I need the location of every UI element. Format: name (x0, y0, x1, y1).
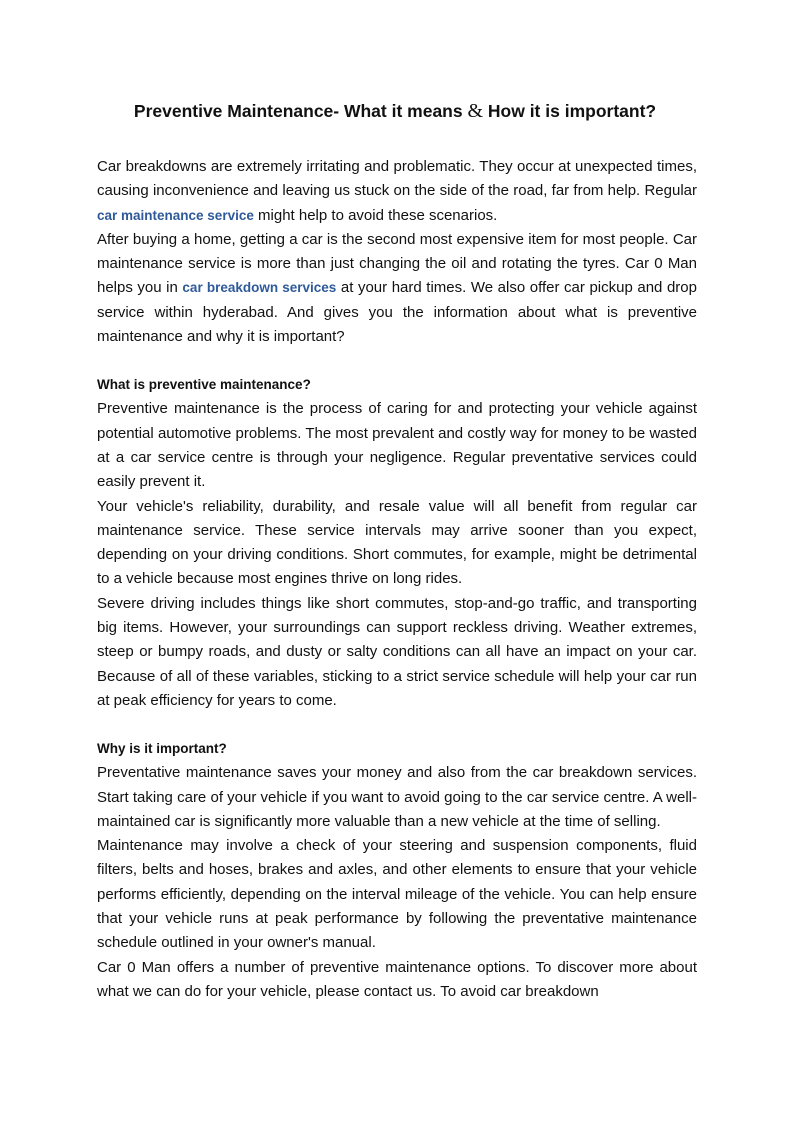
section2-paragraph-2: Maintenance may involve a check of your steering and suspension components, fluid filters, belts and hoses, brakes and axles, and other elements to ensure that your vehicle performs efficiently, depending on the interval mileage of the vehicle. You can help ensure that your vehicle runs at peak performance by following the preventative maintenance schedule outlined in your owner's manual. (97, 837, 697, 952)
title-ampersand: & (467, 100, 484, 122)
section1-paragraph-2: Your vehicle's reliability, durability, and resale value will all benefit from regular car maintenance service. These service intervals may arrive sooner than you expect, depending on your driving conditions. Short commutes, for example, might be detrimental to a vehicle because most engines thrive on long rides. (97, 497, 697, 588)
section2-paragraph-3: Car 0 Man offers a number of preventive maintenance options. To discover more about what we can do for your vehicle, please contact us. To avoid car breakdown (97, 958, 697, 1000)
page-title (93, 100, 697, 123)
section1-paragraph-3: Severe driving includes things like short commutes, stop-and-go traffic, and transporting big items. However, your surroundings can support reckless driving. Weather extremes, steep or bumpy roads, and dusty or salty conditions can all have an impact on your car. Because of all of these variables, sticking to a strict service schedule will help your car run at peak efficiency for years to come. (97, 594, 697, 709)
section1-paragraph-1: Preventive maintenance is the process of caring for and protecting your vehicle against potential automotive problems. The most prevalent and costly way for money to be wasted at a car service centre is through your negligence. Regular preventative services could easily prevent it. (97, 400, 697, 491)
title-text-start: Preventive Maintenance- What it means (133, 101, 468, 121)
intro-p2-text-b: at your hard times. We also offer car pickup and drop service within hyderabad. And gives you the information about what is preventive maintenance and why it is important? (97, 279, 697, 346)
document-page (97, 100, 697, 1004)
intro-p2-text-a: After buying a home, getting a car is the second most expensive item for most people. Car maintenance service is more than just changing the oil and rotating the tyres. Car 0 Man helps you in (97, 230, 697, 297)
intro-paragraph-1 (97, 155, 697, 228)
intro-p1-text-b: might help to avoid these scenarios. (253, 206, 498, 224)
intro-p1-text-a: Car breakdowns are extremely irritating and problematic. They occur at unexpected times, causing inconvenience and leaving us stuck on the side of the road, far from help. Regular (97, 158, 697, 200)
section-heading-what-is: What is preventive maintenance? (97, 377, 311, 393)
section2-paragraph-1: Preventative maintenance saves your money and also from the car breakdown services. Start taking care of your vehicle if you want to avoid going to the car service centre. A well-maintained car is significantly more valuable than a new vehicle at the time of selling. (97, 764, 697, 830)
intro-paragraph-2 (97, 228, 697, 349)
car-maintenance-service-link[interactable]: car maintenance service (97, 207, 254, 223)
car-breakdown-services-link[interactable]: car breakdown services (182, 280, 337, 296)
title-text-end: How it is important? (483, 101, 657, 121)
section-heading-why-important: Why is it important? (97, 741, 227, 757)
